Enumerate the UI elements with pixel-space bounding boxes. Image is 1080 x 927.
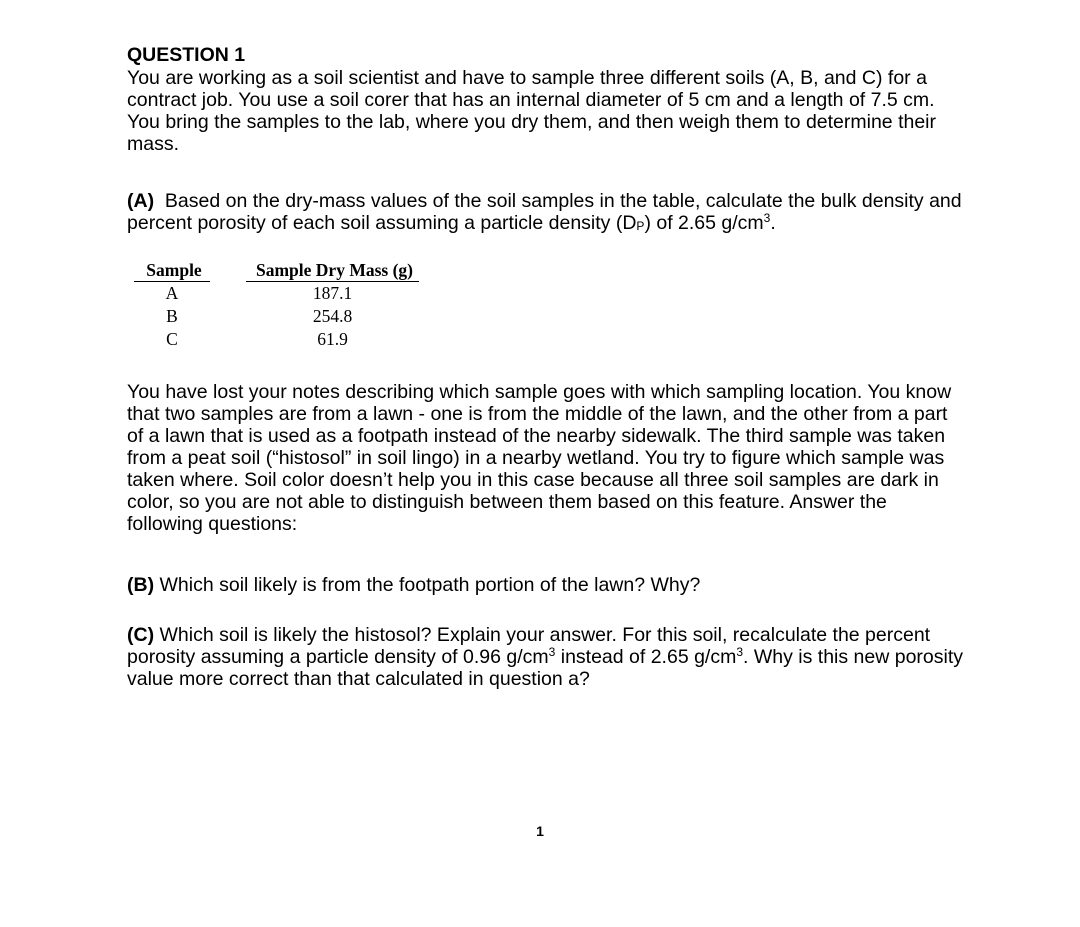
dry-mass-cell: 254.8 xyxy=(312,306,353,326)
part-c-text: Which soil is likely the histosol? Explain your answer. For this soil, recalculate the percent porosity assuming a particle density of 0.96 g/cm xyxy=(127,624,931,668)
table-header-sample xyxy=(127,258,217,282)
table-row xyxy=(127,305,434,328)
part-c-label: (C) xyxy=(127,624,155,646)
table-header-gap xyxy=(217,258,231,282)
part-a-text: Based on the dry-mass values of the soil samples in the table, calculate the bulk density and percent porosity of each soil assuming a particle density (D xyxy=(127,190,962,234)
part-b-text: Which soil likely is from the footpath portion of the lawn? Why? xyxy=(159,574,701,596)
sample-id-cell: A xyxy=(165,283,179,303)
part-b-paragraph xyxy=(127,574,967,596)
table-gap-cell xyxy=(217,282,231,305)
table-gap-cell xyxy=(217,328,231,351)
table-header-row xyxy=(127,258,434,282)
table-header-dry-mass xyxy=(231,258,434,282)
table-row xyxy=(127,328,434,351)
context-paragraph: You have lost your notes describing which sample goes with which sampling location. You know that two samples are from a lawn - one is from the middle of the lawn, and the other from a part of a lawn that is used as a footpath instead of the nearby sidewalk. The third sample was taken from a peat soil (“histosol” in soil lingo) in a nearby wetland. You try to figure which sample was taken where. Soil color doesn’t help you in this case because all three soil samples are dark in color, so you are not able to distinguish between them based on this feature. Answer the following questions: xyxy=(127,381,952,535)
question-intro: You are working as a soil scientist and have to sample three different soils (A, B, and C) for a contract job. You use a soil corer that has an internal diameter of 5 cm and a length of 7.5 cm. You bring the samples to the lab, where you dry them, and then weigh them to determine their mass. xyxy=(127,67,937,155)
part-c-paragraph xyxy=(127,624,967,690)
table-row xyxy=(127,282,434,305)
part-c-text-2: instead of 2.65 g/cm xyxy=(555,646,737,668)
part-b-label: (B) xyxy=(127,574,155,596)
part-a-text-after: ) of 2.65 g/cm xyxy=(644,212,764,234)
part-a-text-end: . xyxy=(770,212,776,234)
sample-id-cell: C xyxy=(166,329,178,349)
question-title: QUESTION 1 xyxy=(127,44,246,66)
header-mass-label: Sample Dry Mass (g) xyxy=(246,259,419,282)
cubic-superscript: 3 xyxy=(763,211,771,225)
dry-mass-cell: 187.1 xyxy=(312,283,353,303)
sample-id-cell: B xyxy=(166,306,178,326)
header-sample-label: Sample xyxy=(134,259,209,282)
particle-density-subscript: P xyxy=(636,219,645,233)
soil-sample-table xyxy=(127,258,434,351)
part-a-paragraph xyxy=(127,190,967,237)
dry-mass-cell: 61.9 xyxy=(317,329,348,349)
table-gap-cell xyxy=(217,305,231,328)
part-c-text-3: . Why is this new porosity value more correct than that calculated in question a? xyxy=(127,646,964,690)
part-a-label: (A) xyxy=(127,190,155,212)
cubic-superscript: 3 xyxy=(736,645,744,659)
cubic-superscript: 3 xyxy=(548,645,556,659)
page-number: 1 xyxy=(536,823,544,839)
